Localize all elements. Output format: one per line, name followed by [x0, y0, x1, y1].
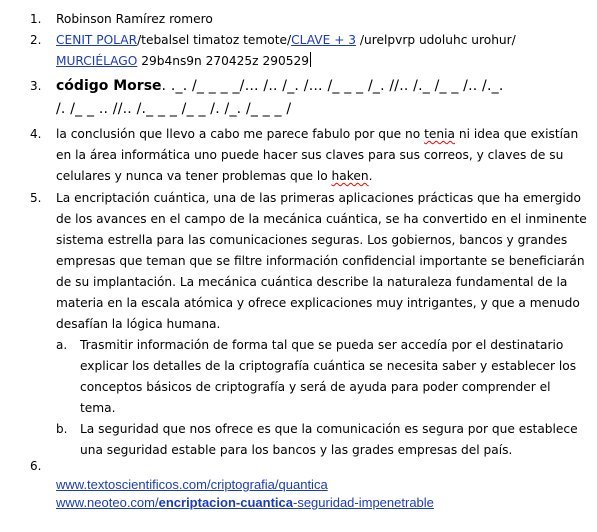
- conclusion-text-start: la conclusión que llevo a cabo me parece fabulo por que no: [56, 127, 425, 141]
- cipher-line-1: [56, 30, 516, 51]
- morse-line-1: [56, 76, 503, 97]
- item-number: 4.: [30, 127, 42, 141]
- url-part: www.neoteo.com/: [56, 495, 159, 510]
- item-number: 3.: [30, 79, 42, 93]
- conclusion-text-end: ni idea que existían: [454, 127, 579, 141]
- morse-label: código Morse: [56, 78, 162, 94]
- cipher-text-2: /urelpvrp udoluhc urohur/: [356, 33, 516, 47]
- url-part-bold: encriptacion-cuantica: [158, 495, 293, 510]
- paragraph-line: sistema estrella para las comunicaciones seguras. Los gobiernos, bancos y grandes: [56, 233, 568, 247]
- conclusion-text-end: .: [368, 169, 373, 183]
- sub-item-line: explicar los detalles de la criptografía cuántica se necesita saber y establecer los: [80, 359, 577, 373]
- url-link-neoteo[interactable]: [56, 494, 434, 512]
- text-cursor: [310, 52, 311, 67]
- paragraph-line: de los avances en el campo de la mecánica cuántica, se ha convertido en el inminente: [56, 212, 587, 226]
- paragraph-line: desafían la lógica humana.: [56, 317, 221, 331]
- sub-item-line: conceptos básicos de criptografía y será de ayuda para poder comprender el: [80, 380, 551, 394]
- clave-3-link[interactable]: CLAVE + 3: [291, 33, 357, 47]
- morse-line-2: [56, 99, 291, 120]
- paragraph-line: empresas que teman que se filtre información confidencial importante se beneficiarán: [56, 254, 585, 268]
- sub-item-letter: b.: [56, 422, 68, 436]
- sub-item-line: La seguridad que nos ofrece es que la comunicación es segura por que establece: [80, 422, 578, 436]
- misspelled-word: haken: [331, 169, 369, 183]
- conclusion-line: [56, 166, 372, 187]
- cipher-text-1: /tebalsel timatoz temote/: [137, 33, 292, 47]
- conclusion-line: [56, 124, 578, 145]
- paragraph-line: La encriptación cuántica, una de las primeras aplicaciones prácticas que ha emergido: [56, 191, 581, 205]
- url-part: -seguridad-impenetrable: [292, 495, 434, 510]
- sub-item-letter: a.: [56, 338, 68, 352]
- paragraph-line: de su implantación. La mecánica cuántica describe la naturaleza fundamental de la: [56, 275, 568, 289]
- sub-item-line: una seguridad estable para los bancos y las grades empresas del país.: [80, 443, 513, 457]
- cipher-line-2: [56, 51, 311, 72]
- murcielago-link[interactable]: MURCIÉLAGO: [56, 54, 138, 68]
- item-number: 5.: [30, 191, 42, 205]
- cenit-polar-link[interactable]: CENIT POLAR: [56, 33, 138, 47]
- conclusion-text-start: celulares y nunca va tener problemas que lo: [56, 169, 332, 183]
- url-link-textoscientificos[interactable]: www.textoscientificos.com/criptografia/quantica: [56, 477, 328, 492]
- item-number: 2.: [30, 33, 42, 47]
- author-name: Robinson Ramírez romero: [56, 12, 213, 26]
- morse-text-2: /. /_ _ .. //.. /._ _ _ /_ _ /. /_. /_ _ _ /: [56, 101, 292, 117]
- cipher-text-3: 29b4ns9n 270425z 290529: [137, 54, 309, 68]
- conclusion-line: en la área informática uno puede hacer sus claves para sus correos, y claves de su: [56, 148, 564, 162]
- morse-text-1: . ._. /_ _ _ _/… /.. /_. /… /_ _ _ /_. //.. /._ /_ _ /.. /._.: [161, 78, 504, 94]
- misspelled-word: tenia: [424, 127, 455, 141]
- item-number: 6.: [30, 459, 42, 473]
- item-number: 1.: [30, 12, 42, 26]
- paragraph-line: materia en la escala atómica y ofrece explicaciones muy intrigantes, y que a menudo: [56, 296, 580, 310]
- sub-item-line: tema.: [80, 401, 116, 415]
- sub-item-line: Trasmitir información de forma tal que se pueda ser accedía por el destinatario: [80, 338, 564, 352]
